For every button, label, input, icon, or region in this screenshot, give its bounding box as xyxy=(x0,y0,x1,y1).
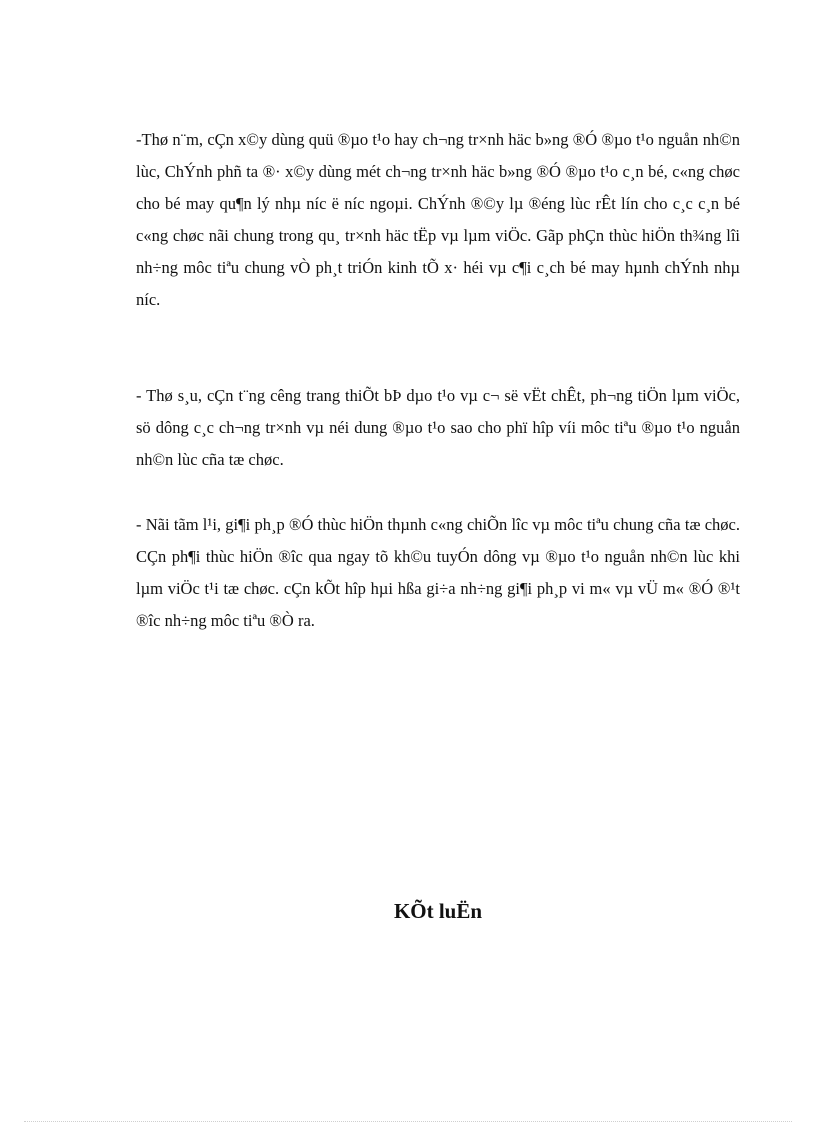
paragraph-summary: - Nãi tãm l¹i, gi¶i ph¸p ®Ó thùc hiÖn thµnh c«ng chiÕn lîc vµ môc tiªu chung cña tæ chøc. CÇn ph¶i thùc hiÖn ®îc qua ngay tõ kh©u tuyÓn dông vµ ®µo t¹o nguån nh©n lùc khi lµm viÖc t¹i tæ chøc. cÇn kÕt hîp hµi hßa gi÷a nh÷ng gi¶i ph¸p vi m« vµ vÜ m« ®Ó ®¹t ®îc nh÷ng môc tiªu ®Ò ra. xyxy=(136,515,740,630)
paragraph-sixth-point: - Thø s¸u, cÇn t¨ng cêng trang thiÕt bÞ dµo t¹o vµ c¬ së vËt chÊt, ph¬ng tiÖn lµm viÖc, sö dông c¸c ch¬ng tr×nh vµ néi dung ®µo t¹o sao cho phï hîp víi môc tiªu ®µo t¹o nguån nh©n lùc cña tæ chøc. xyxy=(136,386,740,469)
paragraph-fifth-point: -Thø n¨m, cÇn x©y dùng quü ®µo t¹o hay ch¬ng tr×nh häc b»ng ®Ó ®µo t¹o nguån nh©n lùc, ChÝnh phñ ta ®· x©y dùng mét ch¬ng tr×nh häc b»ng ®Ó ®µo t¹o c¸n bé, c«ng chøc cho bé may qu¶n lý nhµ níc ë níc ngoµi. ChÝnh ®©y lµ ®éng lùc rÊt lín cho c¸c c¸n bé c«ng chøc nãi chung trong qu¸ tr×nh häc tËp vµ lµm viÖc. Gãp phÇn thùc hiÖn th¾ng lîi nh÷ng môc tiªu chung vÒ ph¸t triÓn kinh tÕ x· héi vµ c¶i c¸ch bé may hµnh chÝnh nhµ níc. xyxy=(136,130,740,309)
conclusion-heading: KÕt luËn xyxy=(393,899,483,923)
page-bottom-rule xyxy=(24,1121,792,1122)
